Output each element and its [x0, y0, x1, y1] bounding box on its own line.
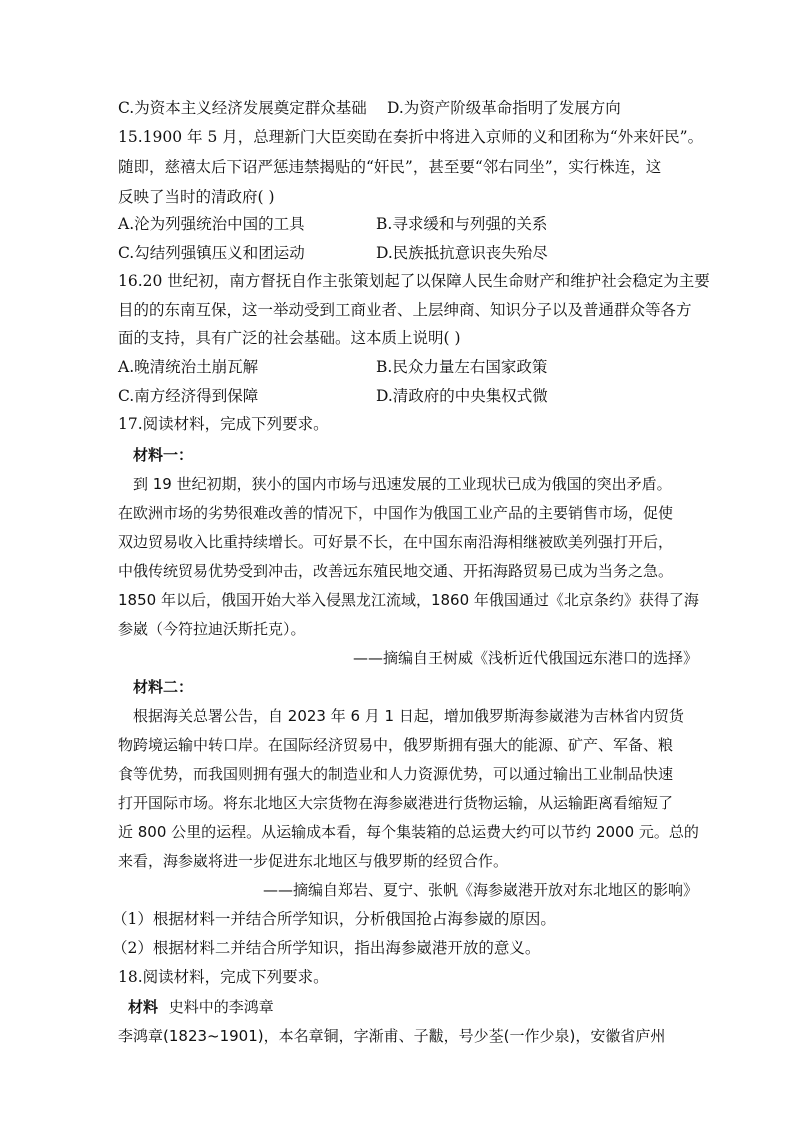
- q14-option-c: C.为资本主义经济发展奠定群众基础: [118, 99, 367, 117]
- q18-stem: 18.阅读材料，完成下列要求。: [118, 968, 329, 986]
- q17-material-2-line-2: 物跨境运输中转口岸。在国际经济贸易中，俄罗斯拥有强大的能源、矿产、军备、粮: [118, 736, 674, 754]
- q17-material-1-line-2: 在欧洲市场的劣势很难改善的情况下，中国作为俄国工业产品的主要销售市场，促使: [118, 504, 674, 522]
- q17-requirement-2: （2）根据材料二并结合所学知识，指出海参崴港开放的意义。: [112, 939, 541, 957]
- q17-material-2-source: ——摘编自郑岩、夏宁、张帆《海参崴港开放对东北地区的影响》: [262, 881, 698, 899]
- q18-material-line-1: 李鸿章(1823~1901)，本名章铜，字渐甫、子黻，号少荃(一作少泉)，安徽省庐州: [118, 1027, 666, 1045]
- q18-material-title: 材料: [128, 998, 159, 1016]
- q17-requirement-1: （1）根据材料一并结合所学知识，分析俄国抢占海参崴的原因。: [112, 910, 556, 928]
- q17-material-1-line-5: 1850 年以后，俄国开始大举入侵黑龙江流域，1860 年俄国通过《北京条约》获得了海: [118, 591, 699, 609]
- q17-material-1-line-1: 到 19 世纪初期，狭小的国内市场与迅速发展的工业现状已成为俄国的突出矛盾。: [133, 475, 672, 493]
- q15-option-b: B.寻求缓和与列强的关系: [376, 215, 548, 233]
- q17-material-1-line-3: 双边贸易收入比重持续增长。可好景不长，在中国东南沿海相继被欧美列强打开后，: [118, 533, 674, 551]
- q16-option-d: D.清政府的中央集权式微: [376, 387, 548, 405]
- q15-option-a: A.沦为列强统治中国的工具: [118, 215, 305, 233]
- q16-stem-line-2: 目的的东南互保，这一举动受到工商业者、上层绅商、知识分子以及普通群众等各方: [118, 301, 692, 319]
- q15-option-c: C.勾结列强镇压义和团运动: [118, 244, 305, 262]
- q17-material-2-line-5: 近 800 公里的运程。从运输成本看，每个集装箱的总运费大约可以节约 2000 元。总的: [118, 823, 699, 841]
- q17-material-2-line-4: 打开国际市场。将东北地区大宗货物在海参崴港进行货物运输，从运输距离看缩短了: [118, 794, 674, 812]
- q17-material-2-line-3: 食等优势，而我国则拥有强大的制造业和人力资源优势，可以通过输出工业制品快速: [118, 765, 674, 783]
- q17-material-1-line-6: 参崴（今符拉迪沃斯托克）。: [118, 620, 306, 638]
- q17-material-1-source: ——摘编自王树威《浅析近代俄国远东港口的选择》: [352, 649, 698, 667]
- q16-option-a: A.晚清统治土崩瓦解: [118, 358, 259, 376]
- q17-material-2-line-1: 根据海关总署公告，自 2023 年 6 月 1 日起，增加俄罗斯海参崴港为吉林省内贸货: [133, 707, 684, 725]
- q17-material-2-title: 材料二：: [133, 678, 194, 696]
- q17-material-1-title: 材料一：: [133, 446, 194, 464]
- q15-stem-line-1: 15.1900 年 5 月，总理新门大臣奕劻在奏折中将进入京师的义和团称为“外来奸民”。: [118, 128, 704, 146]
- q18-material-subtitle: 史料中的李鸿章: [168, 998, 274, 1016]
- q16-stem-line-1: 16.20 世纪初，南方督抚自作主张策划起了以保障人民生命财产和维护社会稳定为主要: [118, 272, 710, 290]
- q17-stem: 17.阅读材料，完成下列要求。: [118, 415, 329, 433]
- q16-option-c: C.南方经济得到保障: [118, 387, 259, 405]
- q15-stem-line-2: 随即，慈禧太后下诏严惩违禁揭贴的“奸民”，甚至要“邻右同坐”，实行株连，这: [118, 158, 662, 176]
- q14-option-d: D.为资产阶级革命指明了发展方向: [387, 99, 621, 117]
- q17-material-2-line-6: 来看，海参崴将进一步促进东北地区与俄罗斯的经贸合作。: [118, 852, 509, 870]
- q16-option-b: B.民众力量左右国家政策: [376, 358, 548, 376]
- q18-material-heading: [128, 997, 274, 1017]
- q17-material-1-line-4: 中俄传统贸易优势受到冲击，改善远东殖民地交通、开拓海路贸易已成为当务之急。: [118, 562, 674, 580]
- q15-option-d: D.民族抵抗意识丧失殆尽: [376, 244, 548, 262]
- q16-stem-line-3: 面的支持，具有广泛的社会基础。这本质上说明( ): [118, 329, 461, 347]
- q15-stem-line-3: 反映了当时的清政府( ): [118, 188, 275, 206]
